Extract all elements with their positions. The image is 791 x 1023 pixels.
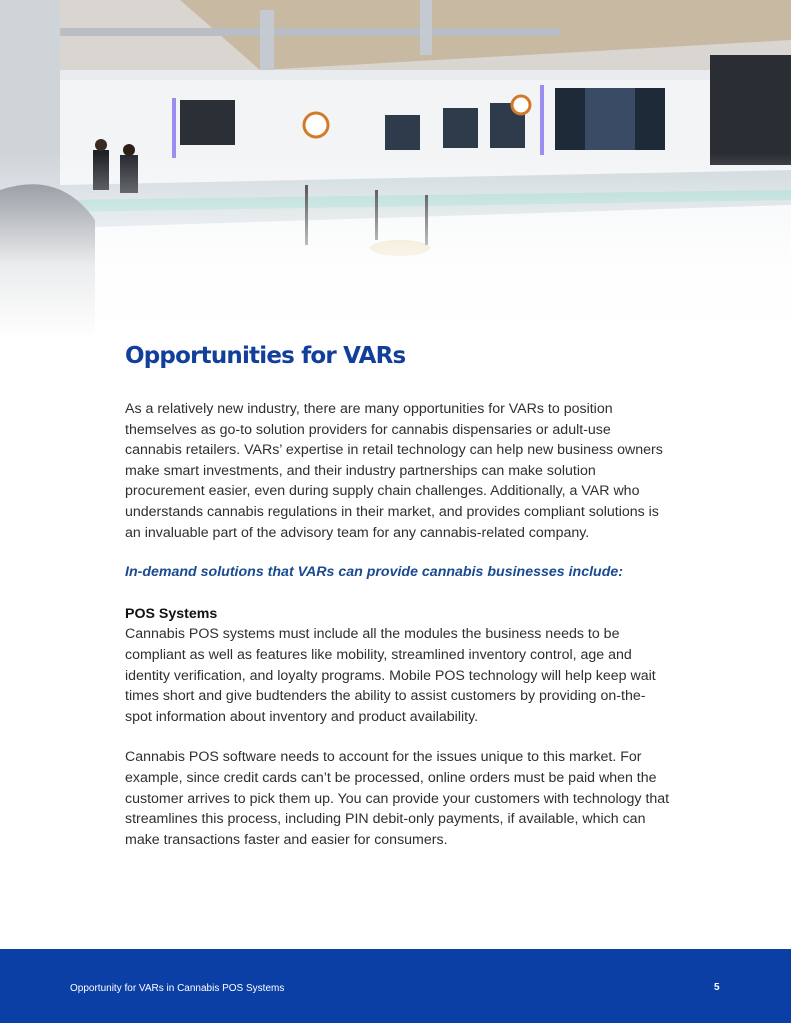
page-number: 5 xyxy=(714,982,720,993)
main-content xyxy=(125,343,670,850)
pos-paragraph-2: Cannabis POS software needs to account for the issues unique to this market. For example, since credit cards can’t be processed, online orders must be paid when the customer arrives to pick them up. You can provide your customers with technology that streamlines this process, including PIN debit-only payments, if available, which can make transactions faster and easier for consumers. xyxy=(125,749,670,848)
footer-title: Opportunity for VARs in Cannabis POS Systems xyxy=(70,983,285,994)
pos-paragraph-1: Cannabis POS systems must include all the modules the business needs to be compliant as well as features like mobility, streamlined inventory control, age and identity verification, and loyalty programs. Mobile POS technology will help keep wait times short and give budtenders the ability to assist customers by providing on-the-spot information about inventory and product availability. xyxy=(125,626,656,725)
page-title: Opportunities for VARs xyxy=(125,343,406,369)
solutions-callout: In-demand solutions that VARs can provide cannabis businesses include: xyxy=(125,564,623,581)
page-footer xyxy=(0,949,791,1023)
pos-systems-heading: POS Systems xyxy=(125,605,218,622)
intro-paragraph: As a relatively new industry, there are many opportunities for VARs to position themselves as go-to solution providers for cannabis dispensaries or adult-use cannabis retailers. VARs’ expertise in retail technology can help new business owners make smart investments, and their industry partnerships can make solution procurement easier, even during supply chain challenges. Additionally, a VAR who understands cannabis regulations in their market, and provides compliant solutions is an invaluable part of the advisory team for any cannabis-related company. xyxy=(125,401,663,541)
hero-image xyxy=(0,0,791,340)
